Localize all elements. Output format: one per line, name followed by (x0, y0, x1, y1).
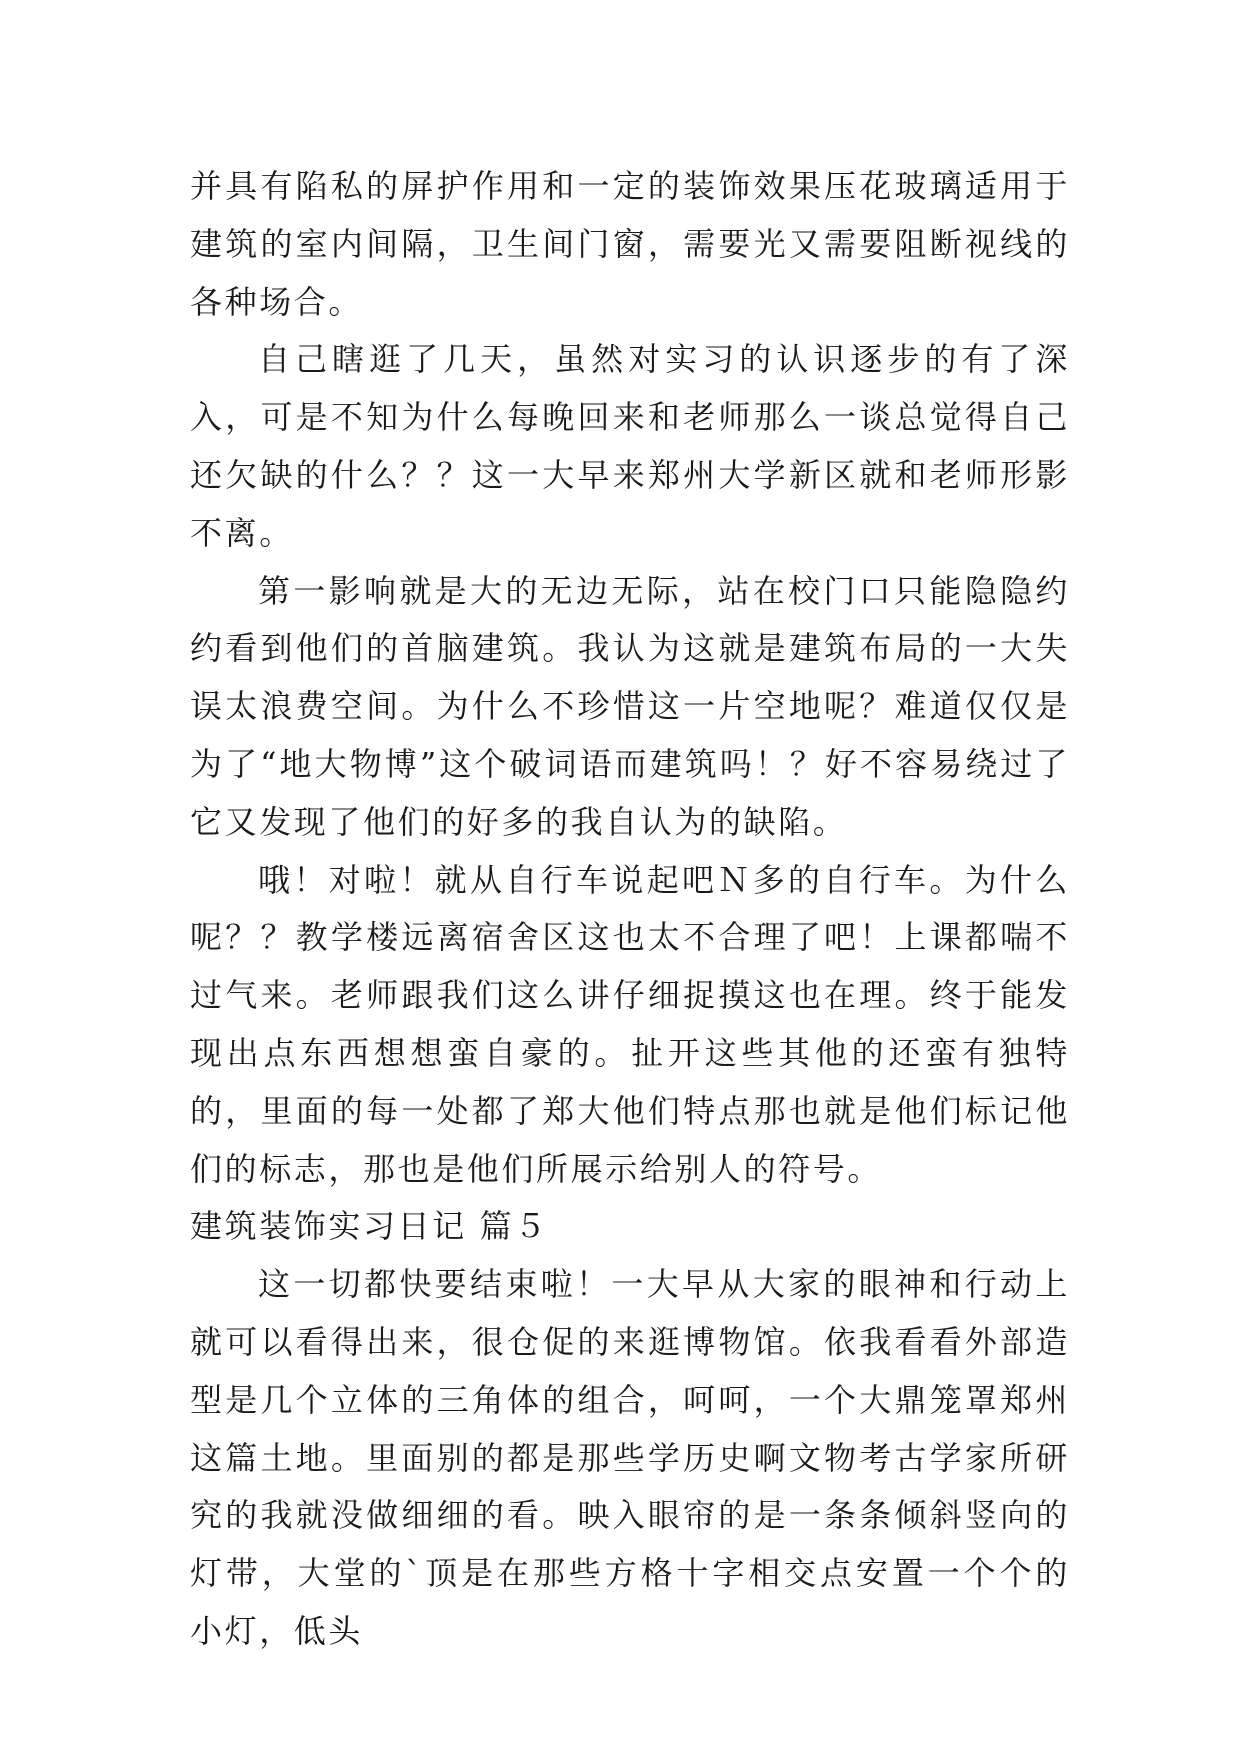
paragraph: 哦！对啦！就从自行车说起吧Ｎ多的自行车。为什么呢？？教学楼远离宿舍区这也太不合理了吧！上课都喘不过气来。老师跟我们这么讲仔细捉摸这也在理。终于能发现出点东西想想蛮自豪的。扯开这些其他的还蛮有独特的，里面的每一处都了郑大他们特点那也就是他们标记他们的标志，那也是他们所展示给别人的符号。 (190, 860, 1070, 1188)
paragraph: 第一影响就是大的无边无际，站在校门口只能隐隐约约看到他们的首脑建筑。我认为这就是建筑布局的一大失误太浪费空间。为什么不珍惜这一片空地呢？难道仅仅是为了“地大物博”这个破词语而建筑吗！？好不容易绕过了它又发现了他们的好多的我自认为的缺陷。 (190, 571, 1070, 841)
paragraph-continuation: 并具有陷私的屏护作用和一定的装饰效果压花玻璃适用于建筑的室内间隔，卫生间门窗，需要光又需要阻断视线的各种场合。 (190, 167, 1070, 321)
document-body (190, 158, 1070, 1661)
section-heading: 建筑装饰实习日记 篇５ (190, 1207, 549, 1246)
paragraph: 自己瞎逛了几天，虽然对实习的认识逐步的有了深入，可是不知为什么每晚回来和老师那么一谈总觉得自己还欠缺的什么？？这一大早来郑州大学新区就和老师形影不离。 (190, 340, 1070, 552)
paragraph: 这一切都快要结束啦！一大早从大家的眼神和行动上就可以看得出来，很仓促的来逛博物馆。依我看看外部造型是几个立体的三角体的组合，呵呵，一个大鼎笼罩郑州这篇土地。里面别的都是那些学历史啊文物考古学家所研究的我就没做细细的看。映入眼帘的是一条条倾斜竖向的灯带，大堂的`顶是在那些方格十字相交点安置一个个的小灯，低头 (190, 1265, 1070, 1650)
